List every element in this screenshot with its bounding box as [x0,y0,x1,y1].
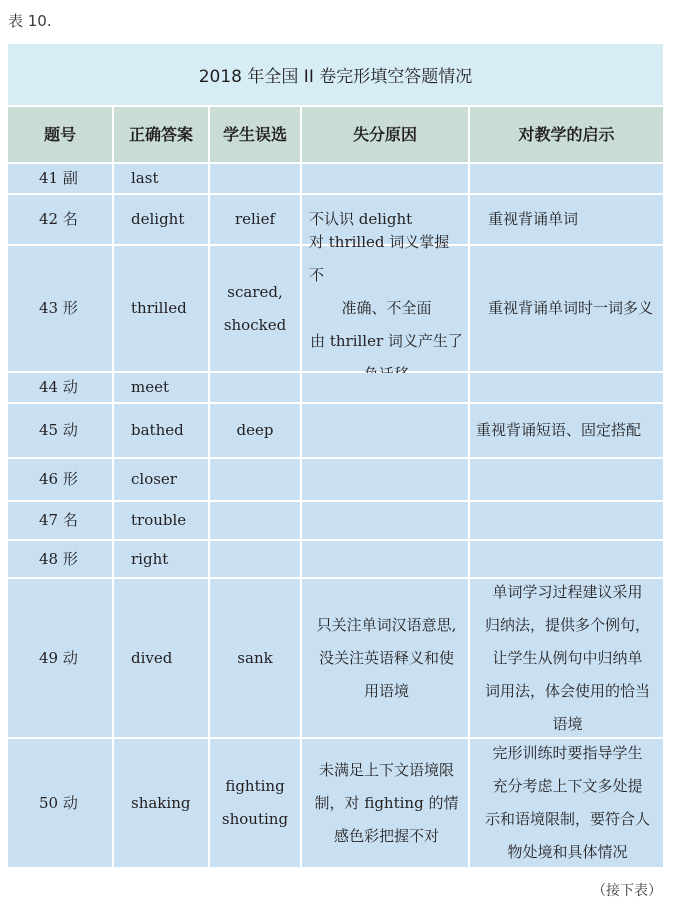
loss-reason [302,579,468,737]
header-question-number: 题号 [8,107,112,162]
reason-line: 用语境 [363,681,409,700]
teaching-implication [470,579,663,737]
correct-answer: bathed [114,404,208,457]
student-wrong-choice [210,164,300,193]
teaching-implication [470,404,663,457]
reason-line: 只关注单词汉语意思, [316,615,457,634]
table-header-row [8,107,663,162]
teaching-implication [470,373,663,402]
correct-answer: right [114,541,208,577]
question-number: 43 形 [8,246,112,371]
wrong-choice-line: fighting [225,777,285,795]
correct-answer: delight [114,195,208,244]
wrong-choice-line: scared, [227,282,283,301]
question-number: 49 动 [8,579,112,737]
continued-note: （接下表） [592,883,662,899]
implication-line: 充分考虑上下文多处提 [492,777,643,795]
question-number: 45 动 [8,404,112,457]
wrong-choice-line: shouting [221,810,289,828]
loss-reason [302,164,468,193]
question-number: 48 形 [8,541,112,577]
teaching-implication [470,164,663,193]
student-wrong-choice [210,459,300,500]
implication-line: 物处境和具体情况 [507,843,628,861]
implication-line: 词用法，体会使用的恰当 [484,681,650,700]
reason-line: 准确、不全面 [341,299,432,317]
table-row [8,739,663,867]
wrong-choice-line: sank [237,648,273,667]
question-number: 44 动 [8,373,112,402]
teaching-implication [470,739,663,867]
implication-line: 示和语境限制，要符合人 [484,810,650,828]
implication-line: 重视背诵短语、固定搭配 [476,421,642,439]
table-row [8,541,663,577]
reason-line: 由 thriller 词义产生了 [310,332,463,350]
correct-answer: last [114,164,208,193]
reason-line: 感色彩把握不对 [333,826,439,845]
teaching-implication [470,459,663,500]
wrong-choice-line: deep [236,421,274,439]
loss-reason [302,404,468,457]
teaching-implication [470,246,663,371]
teaching-implication [470,502,663,539]
student-wrong-choice [210,579,300,737]
student-wrong-choice [210,404,300,457]
header-teaching-implication: 对教学的启示 [470,107,663,162]
question-number: 46 形 [8,459,112,500]
reason-line: 制，对 fighting 的情 [314,793,459,812]
correct-answer: dived [114,579,208,737]
loss-reason [302,739,468,867]
question-number: 41 副 [8,164,112,193]
header-loss-reason: 失分原因 [302,107,468,162]
table-number-label: 表 10. [8,12,52,30]
table-row [8,404,663,457]
reason-line: 对 thrilled 词义掌握不 [309,233,450,284]
loss-reason [302,373,468,402]
implication-line: 完形训练时要指导学生 [492,744,643,762]
student-wrong-choice [210,739,300,867]
header-student-wrong-choice: 学生误选 [210,107,300,162]
teaching-implication [470,541,663,577]
student-wrong-choice [210,246,300,371]
reason-line: 未满足上下文语境限 [318,760,454,779]
student-wrong-choice [210,373,300,402]
reason-line: 不认识 delight [309,210,413,228]
table-row [8,502,663,539]
loss-reason [302,541,468,577]
table-title: 2018 年全国 II 卷完形填空答题情况 [8,44,663,105]
student-wrong-choice [210,502,300,539]
correct-answer: closer [114,459,208,500]
wrong-choice-line: shocked [223,315,287,334]
loss-reason [302,233,468,371]
implication-line: 让学生从例句中归纳单 [492,648,643,667]
table-row [8,459,663,500]
table-row [8,164,663,193]
teaching-implication [470,195,663,244]
student-wrong-choice [210,541,300,577]
student-wrong-choice [210,195,300,244]
wrong-choice-line: relief [234,210,276,228]
correct-answer: thrilled [114,246,208,371]
implication-line: 重视背诵单词时一词多义 [488,299,654,317]
table-row [8,373,663,402]
question-number: 50 动 [8,739,112,867]
question-number: 42 名 [8,195,112,244]
loss-reason [302,459,468,500]
table-row [8,233,663,371]
question-number: 47 名 [8,502,112,539]
correct-answer: shaking [114,739,208,867]
reason-line: 没关注英语释义和使 [318,648,454,667]
header-correct-answer: 正确答案 [114,107,208,162]
answer-analysis-table [8,44,663,867]
table-row [8,579,663,737]
correct-answer: meet [114,373,208,402]
loss-reason [302,502,468,539]
implication-line: 重视背诵单词 [488,210,579,228]
implication-line: 单词学习过程建议采用 [492,582,643,601]
implication-line: 归纳法，提供多个例句， [484,615,650,634]
implication-line: 语境 [552,714,583,733]
correct-answer: trouble [114,502,208,539]
